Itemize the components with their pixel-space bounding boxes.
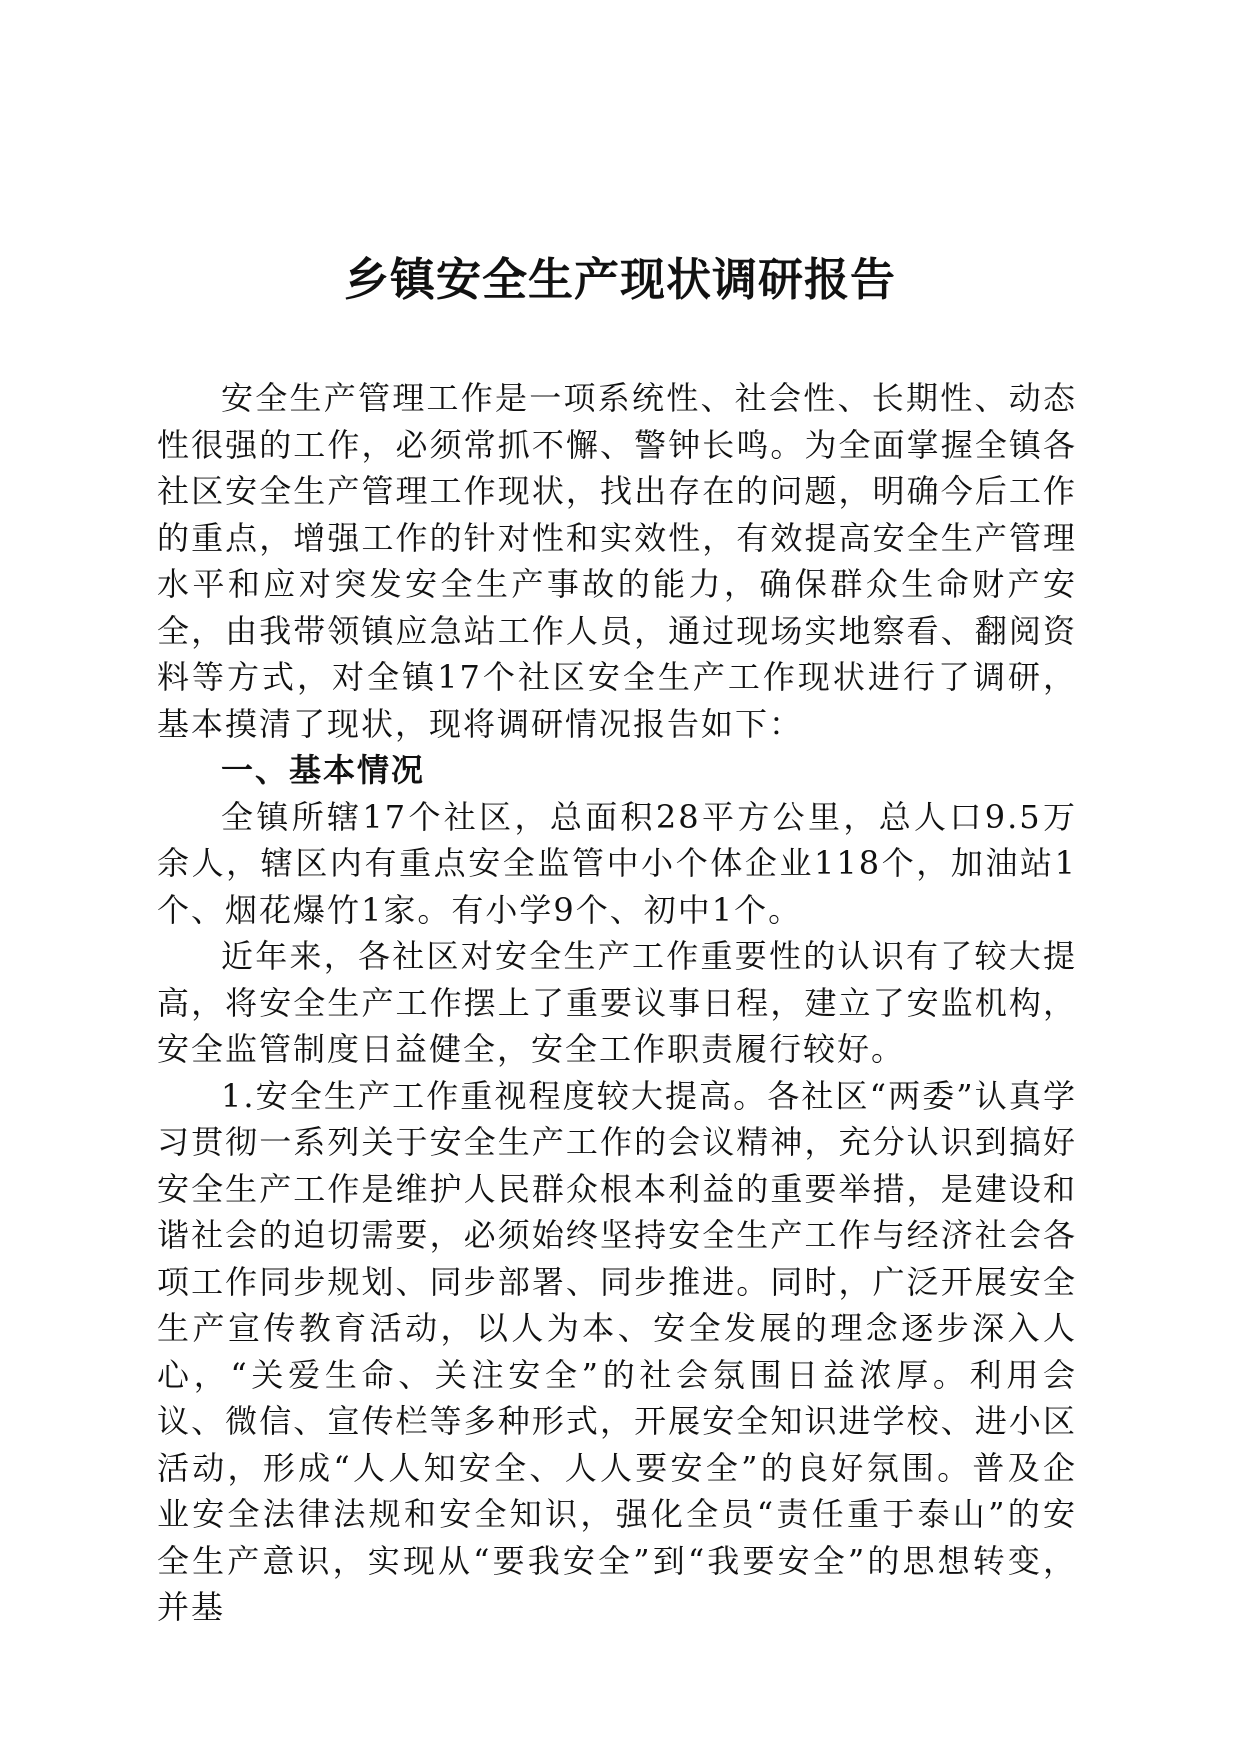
document-title: 乡镇安全生产现状调研报告 bbox=[343, 253, 896, 306]
paragraph-basic-stats: 全镇所辖17个社区，总面积28平方公里，总人口9.5万余人，辖区内有重点安全监管中小个体企业118个，加油站1个、烟花爆竹1家。有小学9个、初中1个。 bbox=[157, 797, 1077, 929]
document-body bbox=[157, 375, 1077, 1631]
section-heading-basic-situation: 一、基本情况 bbox=[221, 751, 426, 789]
paragraph-intro: 安全生产管理工作是一项系统性、社会性、长期性、动态性很强的工作，必须常抓不懈、警钟长鸣。为全面掌握全镇各社区安全生产管理工作现状，找出存在的问题，明确今后工作的重点，增强工作的针对性和实效性，有效提高安全生产管理水平和应对突发安全生产事故的能力，确保群众生命财产安全，由我带领镇应急站工作人员，通过现场实地察看、翻阅资料等方式，对全镇17个社区安全生产工作现状进行了调研，基本摸清了现状，现将调研情况报告如下： bbox=[157, 379, 1077, 743]
paragraph-point-1: 1.安全生产工作重视程度较大提高。各社区“两委”认真学习贯彻一系列关于安全生产工作的会议精神，充分认识到搞好安全生产工作是维护人民群众根本利益的重要举措，是建设和谐社会的迫切需要，必须始终坚持安全生产工作与经济社会各项工作同步规划、同步部署、同步推进。同时，广泛开展安全生产宣传教育活动，以人为本、安全发展的理念逐步深入人心，“关爱生命、关注安全”的社会氛围日益浓厚。利用会议、微信、宣传栏等多种形式，开展安全知识进学校、进小区活动，形成“人人知安全、人人要安全”的良好氛围。普及企业安全法律法规和安全知识，强化全员“责任重于泰山”的安全生产意识，实现从“要我安全”到“我要安全”的思想转变，并基 bbox=[157, 1076, 1077, 1626]
paragraph-recent-years: 近年来，各社区对安全生产工作重要性的认识有了较大提高，将安全生产工作摆上了重要议事日程，建立了安监机构，安全监管制度日益健全，安全工作职责履行较好。 bbox=[157, 937, 1077, 1068]
